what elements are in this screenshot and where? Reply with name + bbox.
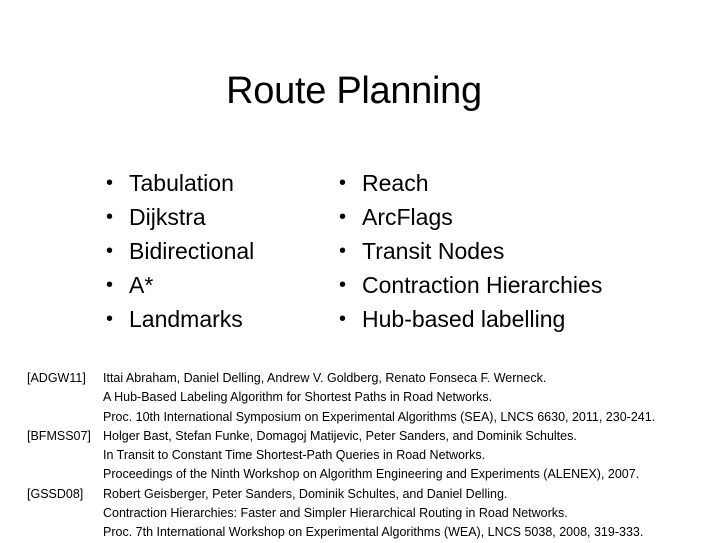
reference-venue: Proceedings of the Ninth Workshop on Algorithm Engineering and Experiments (ALENEX), 2007. [103, 467, 640, 482]
bullet-item [104, 166, 254, 200]
bullet-icon: • [106, 308, 114, 330]
reference-title: Contraction Hierarchies: Faster and Simpler Hierarchical Routing in Road Networks. [103, 506, 568, 521]
bullet-text: Hub-based labelling [362, 306, 566, 332]
bullet-item [337, 234, 602, 268]
bullet-icon: • [106, 206, 114, 228]
reference-body [103, 427, 717, 485]
reference-entry [27, 427, 717, 485]
references-section [27, 369, 717, 543]
bullet-icon: • [339, 240, 347, 262]
bullet-icon: • [106, 172, 114, 194]
reference-authors: Robert Geisberger, Peter Sanders, Dominik Schultes, and Daniel Delling. [103, 486, 508, 501]
bullet-text: Bidirectional [129, 238, 255, 264]
bullet-icon: • [106, 240, 114, 262]
bullet-text: A* [129, 272, 154, 298]
bullet-text: Contraction Hierarchies [362, 272, 603, 298]
reference-key: [BFMSS07] [27, 428, 91, 443]
bullet-item [337, 166, 602, 200]
reference-body [103, 485, 717, 543]
bullet-item [337, 302, 602, 336]
reference-authors: Ittai Abraham, Daniel Delling, Andrew V. Goldberg, Renato Fonseca F. Werneck. [103, 371, 547, 385]
bullet-icon: • [339, 274, 347, 296]
reference-body [103, 369, 717, 427]
bullet-item [104, 200, 254, 234]
bullet-item [104, 234, 254, 268]
bullet-icon: • [339, 206, 347, 228]
bullet-item [104, 302, 254, 336]
bullet-text: ArcFlags [362, 204, 453, 230]
bullet-text: Reach [362, 170, 429, 196]
bullet-list-right [337, 166, 602, 336]
bullet-icon: • [339, 308, 347, 330]
bullet-text: Landmarks [129, 306, 243, 332]
reference-key: [GSSD08] [27, 486, 84, 501]
reference-title: A Hub-Based Labeling Algorithm for Shortest Paths in Road Networks. [103, 390, 493, 405]
reference-key: [ADGW11] [27, 371, 86, 385]
bullet-item [104, 268, 254, 302]
reference-title: In Transit to Constant Time Shortest-Path Queries in Road Networks. [103, 448, 486, 463]
bullet-item [337, 268, 602, 302]
reference-entry [27, 369, 717, 427]
bullet-icon: • [339, 172, 347, 194]
bullet-item [337, 200, 602, 234]
reference-venue: Proc. 10th International Symposium on Experimental Algorithms (SEA), LNCS 6630, 2011, 230-241. [103, 409, 656, 424]
slide-title: Route Planning [226, 70, 482, 112]
bullet-text: Tabulation [129, 170, 234, 196]
bullet-icon: • [106, 274, 114, 296]
bullet-text: Transit Nodes [362, 238, 505, 264]
bullet-list-left [104, 166, 254, 336]
reference-venue: Proc. 7th International Workshop on Experimental Algorithms (WEA), LNCS 5038, 2008, 319-333. [103, 525, 644, 540]
bullet-text: Dijkstra [129, 204, 206, 230]
reference-authors: Holger Bast, Stefan Funke, Domagoj Matijevic, Peter Sanders, and Dominik Schultes. [103, 428, 577, 443]
reference-entry [27, 485, 717, 543]
